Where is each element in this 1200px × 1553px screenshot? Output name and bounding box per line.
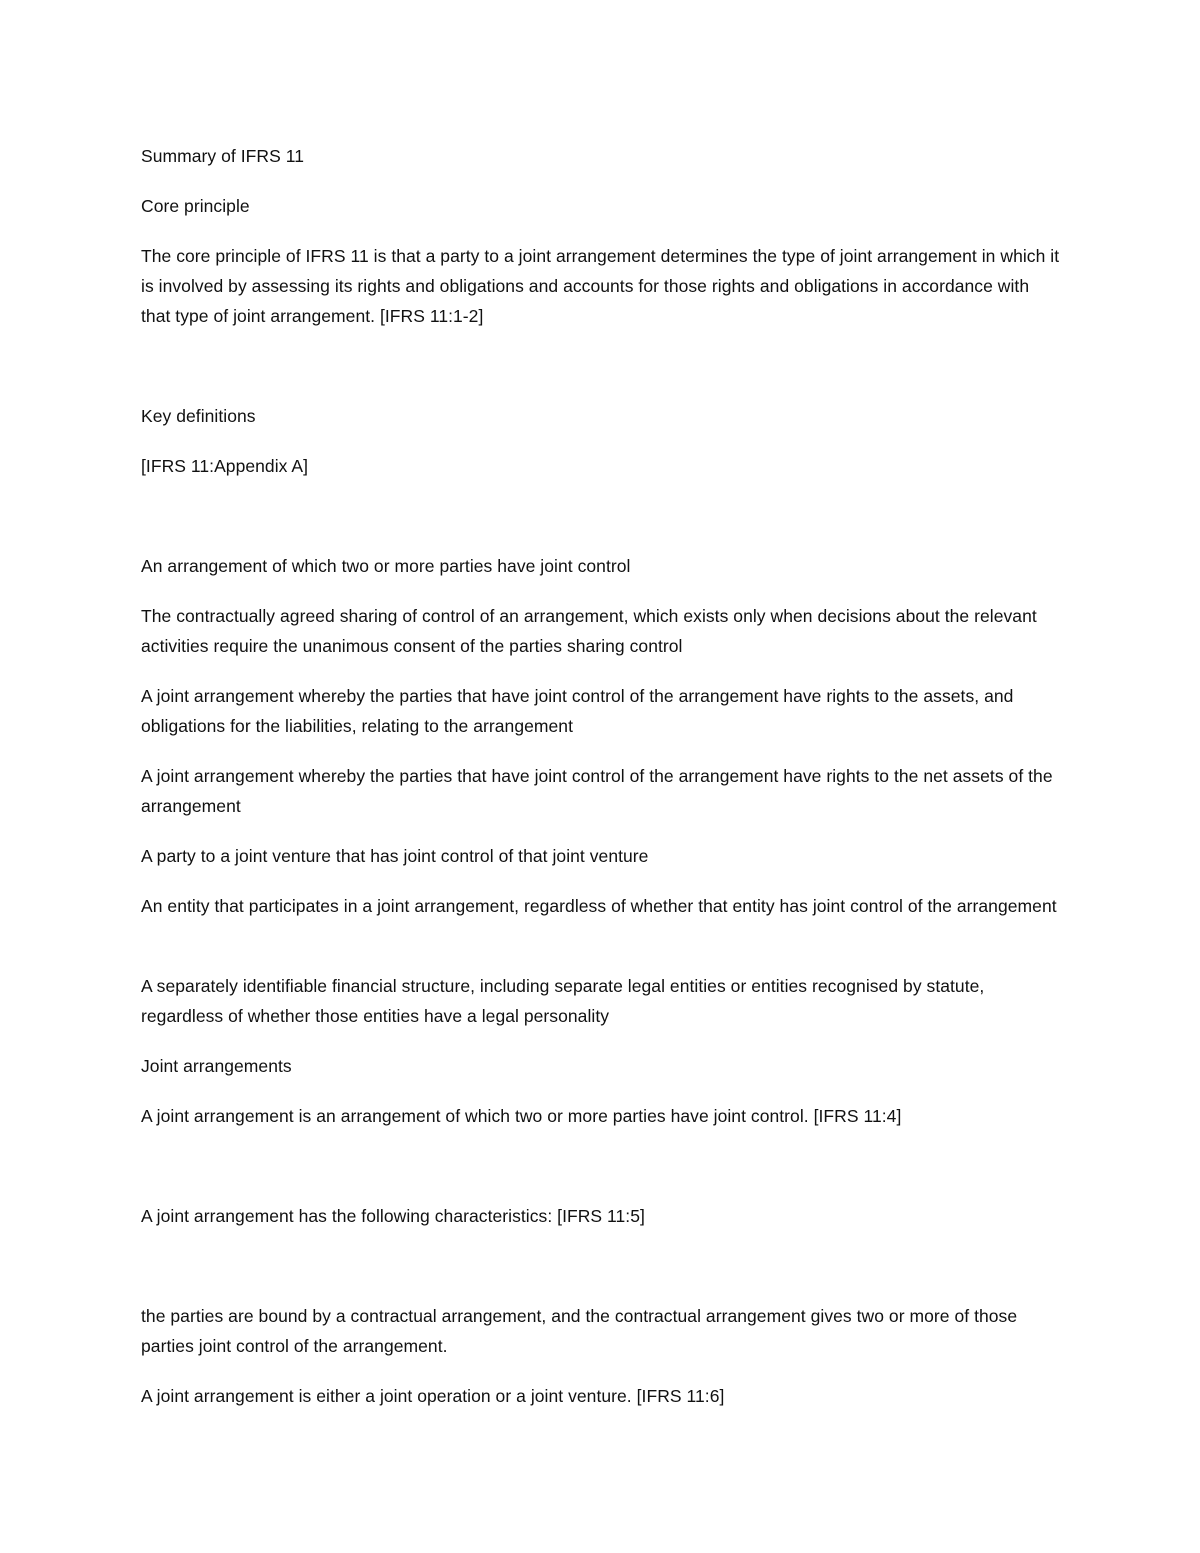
definition-joint-venturer: A party to a joint venture that has joint control of that joint venture — [141, 846, 649, 866]
key-definitions-heading: Key definitions — [141, 406, 256, 426]
core-principle-paragraph: The core principle of IFRS 11 is that a party to a joint arrangement determines the type of joint arrangement in which it is involved by assessing its rights and obligations and accounts for those rights and obligations in accordance with that type of joint arrangement. [IFRS 11:1-2] — [141, 246, 1060, 326]
document-title: Summary of IFRS 11 — [141, 146, 304, 166]
definition-joint-arrangement: An arrangement of which two or more parties have joint control — [141, 556, 631, 576]
joint-arrangements-paragraph-4: A joint arrangement is either a joint operation or a joint venture. [IFRS 11:6] — [141, 1386, 725, 1406]
joint-arrangements-paragraph-3: the parties are bound by a contractual arrangement, and the contractual arrangement gives two or more of those parties joint control of the arrangement. — [141, 1306, 1018, 1356]
definition-joint-operation: A joint arrangement whereby the parties that have joint control of the arrangement have rights to the assets, and obligations for the liabilities, relating to the arrangement — [141, 686, 1014, 736]
definition-separate-vehicle: A separately identifiable financial structure, including separate legal entities or entities recognised by statute, regardless of whether those entities have a legal personality — [141, 976, 985, 1026]
joint-arrangements-paragraph-2: A joint arrangement has the following characteristics: [IFRS 11:5] — [141, 1206, 645, 1226]
joint-arrangements-heading: Joint arrangements — [141, 1056, 292, 1076]
joint-arrangements-paragraph-1: A joint arrangement is an arrangement of which two or more parties have joint control. [IFRS 11:4] — [141, 1106, 902, 1126]
definitions-reference: [IFRS 11:Appendix A] — [141, 456, 309, 476]
definition-joint-venture: A joint arrangement whereby the parties that have joint control of the arrangement have rights to the net assets of the arrangement — [141, 766, 1053, 816]
definition-party-to-joint-arrangement: An entity that participates in a joint arrangement, regardless of whether that entity has joint control of the arrangement — [141, 896, 1057, 916]
definition-joint-control: The contractually agreed sharing of control of an arrangement, which exists only when decisions about the relevant activities require the unanimous consent of the parties sharing control — [141, 606, 1037, 656]
core-principle-heading: Core principle — [141, 196, 250, 216]
